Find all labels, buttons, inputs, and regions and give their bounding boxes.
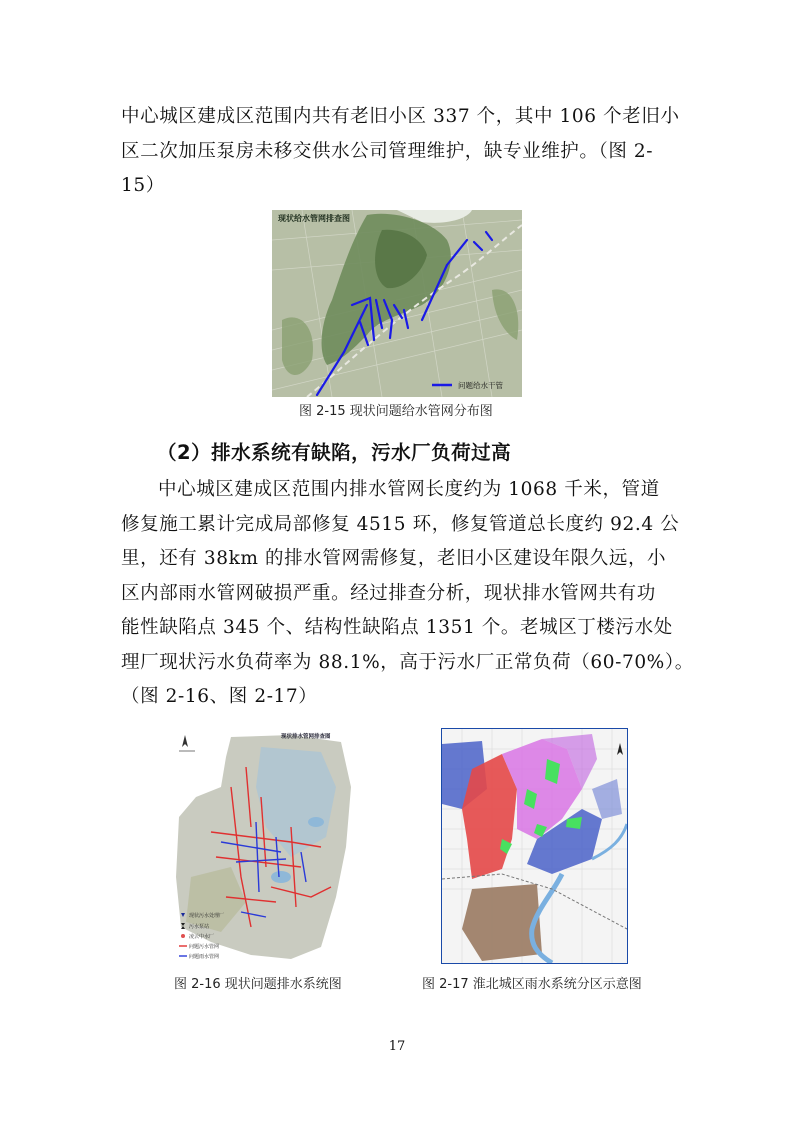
text-line: 15） xyxy=(121,175,165,196)
figure-caption: 图 2-15 现状问题给水管网分布图 xyxy=(299,404,493,419)
text-line: 区二次加压泵房未移交供水公司管理维护，缺专业维护。（图 2- xyxy=(121,140,654,162)
text-line: 理厂现状污水负荷率为 88.1%，高于污水厂正常负荷（60-70%）。 xyxy=(121,651,694,673)
paragraph-drainage xyxy=(121,473,694,715)
figure-water-supply-map xyxy=(272,210,522,397)
text-line: （图 2-16、图 2-17） xyxy=(121,686,318,707)
water-supply-map-image xyxy=(272,210,522,397)
paragraph-old-communities xyxy=(121,100,680,204)
figure-caption: 图 2-16 现状问题排水系统图 xyxy=(174,977,342,992)
drainage-map-image xyxy=(171,727,355,965)
text-line: 修复施工累计完成局部修复 4515 环，修复管道总长度约 92.4 公 xyxy=(121,513,680,535)
rain-zones-map-image xyxy=(442,729,627,963)
legend-label: 现状污水处理厂 xyxy=(189,913,225,919)
legend-label: 凌云中水厂 xyxy=(189,934,215,940)
map-title: 现状排水管网排查图 xyxy=(281,734,331,740)
section-heading: （2）排水系统有缺陷，污水厂负荷过高 xyxy=(157,441,512,464)
page-number: 17 xyxy=(388,1039,406,1054)
figure-rain-zones-map xyxy=(441,728,628,964)
text-line: 里，还有 38km 的排水管网需修复，老旧小区建设年限久远，小 xyxy=(121,548,667,569)
plant-icon xyxy=(181,934,185,938)
text-line: 中心城区建成区范围内排水管网长度约为 1068 千米，管道 xyxy=(158,479,660,500)
legend-label: 污水泵站 xyxy=(189,924,210,930)
legend-label: 问题雨水管网 xyxy=(189,954,220,960)
text-line: 区内部雨水管网破损严重。经过排查分析，现状排水管网共有功 xyxy=(121,582,656,604)
legend-label: 问题给水干管 xyxy=(458,381,503,390)
text-line: 中心城区建成区范围内共有老旧小区 337 个，其中 106 个老旧小 xyxy=(121,106,680,127)
legend-label: 问题污水管网 xyxy=(189,944,220,950)
text-line: 能性缺陷点 345 个、结构性缺陷点 1351 个。老城区丁楼污水处 xyxy=(121,617,673,638)
map-title: 现状给水管网排查图 xyxy=(278,214,350,223)
figure-drainage-map xyxy=(171,727,355,965)
figure-caption: 图 2-17 淮北城区雨水系统分区示意图 xyxy=(422,977,642,992)
